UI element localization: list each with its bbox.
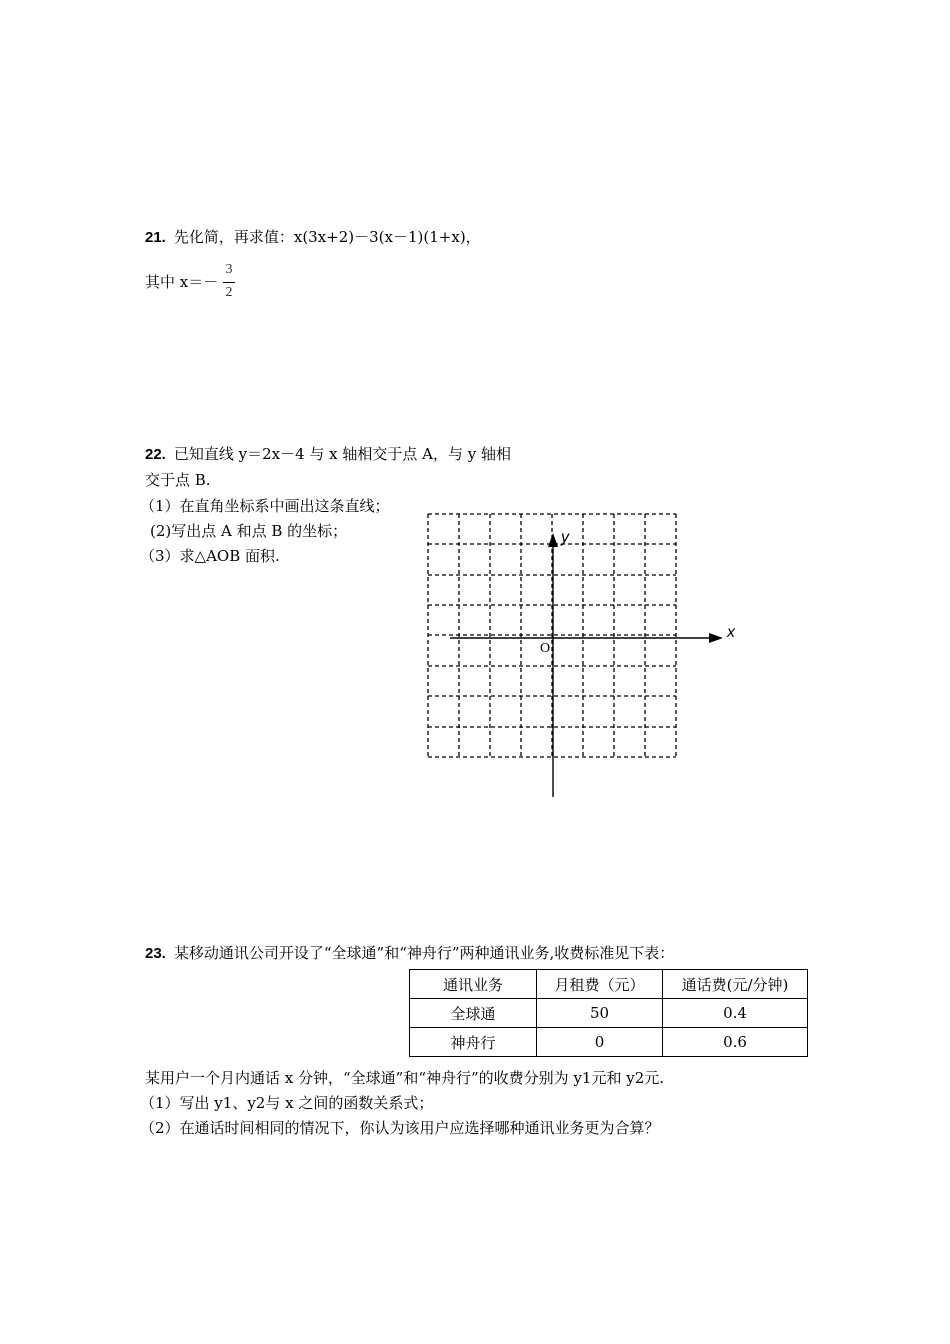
q22-part3: （3）求△AOB 面积. — [140, 547, 280, 565]
x-axis-arrow-icon — [709, 633, 723, 643]
q23-part1: （1）写出 y1、y2与 x 之间的函数关系式； — [140, 1094, 434, 1112]
q23-number: 23. — [145, 945, 166, 962]
q21-frac-denominator: 2 — [225, 285, 233, 300]
table-cell: 0 — [537, 1028, 663, 1057]
table-header-row — [410, 970, 808, 999]
q22-text: 已知直线 y＝2x－4 与 x 轴相交于点 A，与 y 轴相 — [173, 445, 512, 463]
q23-line — [145, 943, 674, 964]
grid-lines — [428, 514, 676, 757]
table-row — [410, 1028, 808, 1057]
table-cell: 50 — [537, 999, 663, 1028]
q22-line2: 交于点 B. — [145, 471, 211, 489]
q23-part2: （2）在通话时间相同的情况下，你认为该用户应选择哪种通讯业务更为合算？ — [140, 1119, 660, 1137]
y-axis-label: y — [561, 529, 569, 546]
q21-given-prefix: 其中 x＝－ — [145, 273, 219, 291]
x-axis — [450, 633, 723, 643]
table-header-cell: 月租费（元） — [537, 970, 663, 999]
table-cell: 神舟行 — [410, 1028, 537, 1057]
q21-line — [145, 227, 481, 248]
table-header-cell: 通讯业务 — [410, 970, 537, 999]
table-header-cell: 通话费(元/分钟) — [663, 970, 808, 999]
x-axis-label: x — [727, 624, 735, 641]
q21-number: 21. — [145, 229, 166, 246]
fee-table — [409, 969, 808, 1057]
q21-given — [145, 272, 218, 292]
q21-frac-numerator: 3 — [225, 262, 233, 277]
q21-text: 先化简，再求值：x(3x+2)－3(x－1)(1+x)， — [173, 228, 481, 246]
q21-frac-bar — [223, 282, 235, 283]
table-cell: 0.6 — [663, 1028, 808, 1057]
q23-text: 某移动通讯公司开设了“全球通”和“神舟行”两种通讯业务,收费标准见下表： — [173, 944, 675, 962]
q23-after-text: 某用户一个月内通话 x 分钟，“全球通”和“神舟行”的收费分别为 y1元和 y2元. — [145, 1069, 665, 1087]
table-row — [410, 999, 808, 1028]
origin-label: O — [540, 641, 551, 656]
q22-part2: (2)写出点 A 和点 B 的坐标； — [150, 522, 348, 540]
q22-number: 22. — [145, 446, 166, 463]
q22-part1: （1）在直角坐标系中画出这条直线； — [140, 497, 390, 515]
table-cell: 0.4 — [663, 999, 808, 1028]
y-axis-arrow-icon — [548, 533, 558, 547]
coordinate-grid — [420, 505, 750, 805]
table-cell: 全球通 — [410, 999, 537, 1028]
q22-line1 — [145, 444, 511, 465]
